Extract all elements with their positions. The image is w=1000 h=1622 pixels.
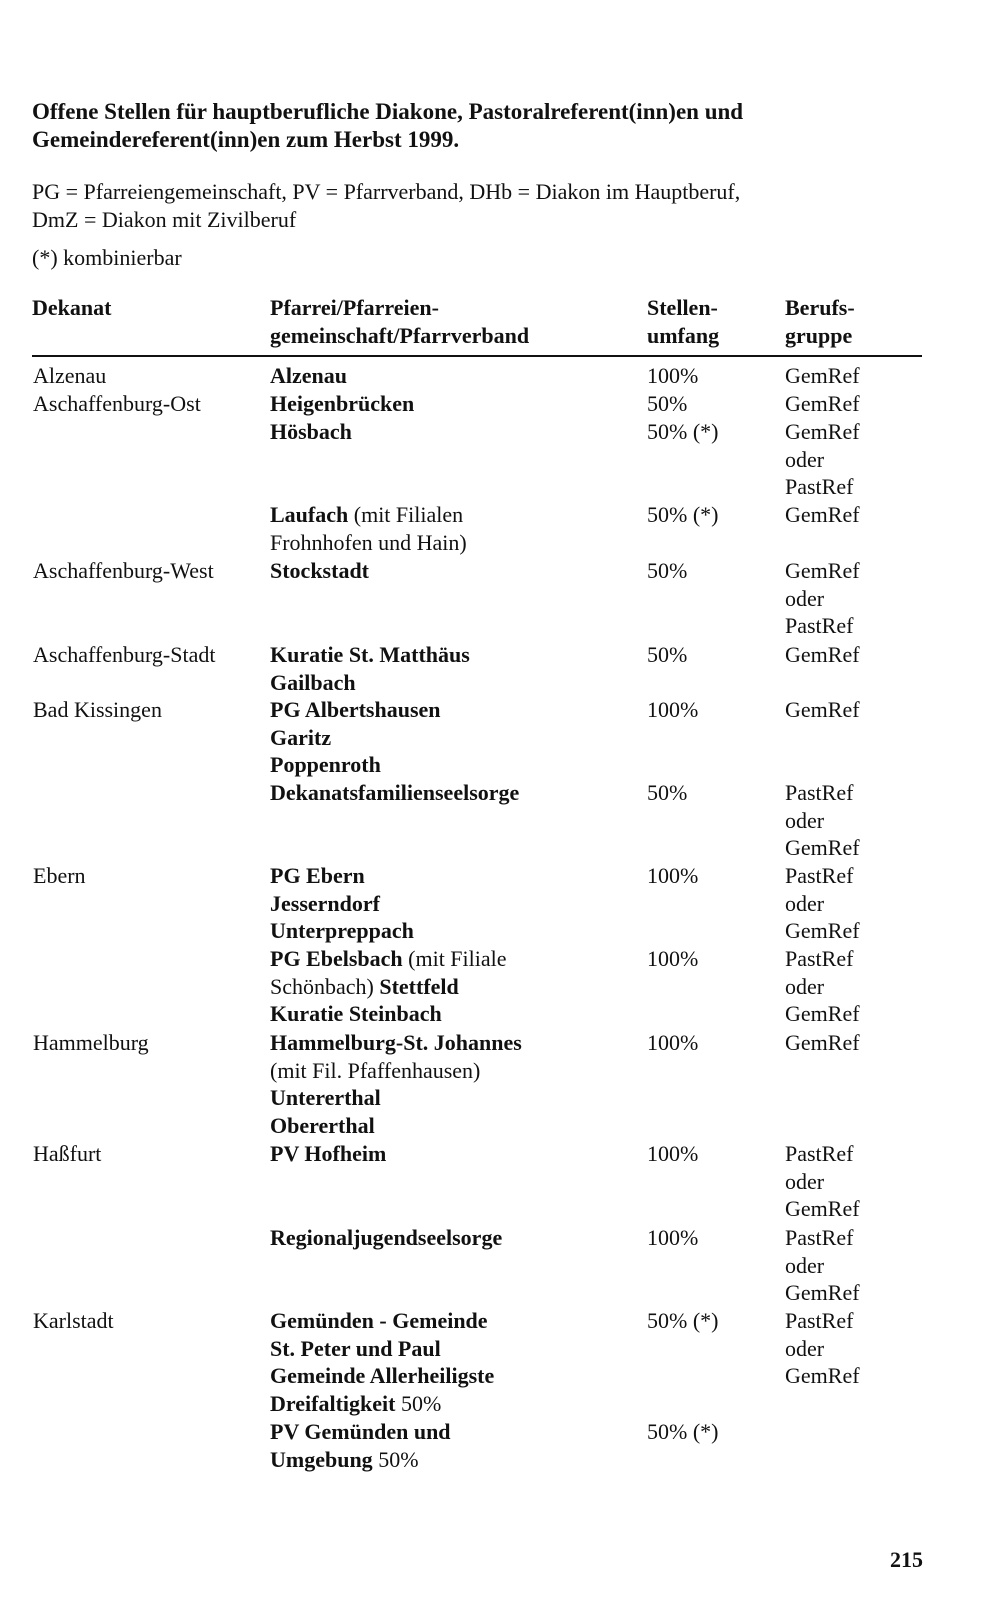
pfarrei-line xyxy=(270,724,630,752)
header-divider xyxy=(32,355,922,357)
berufsgruppe-line: PastRef xyxy=(785,613,854,638)
berufsgruppe-line: GemRef xyxy=(785,918,860,943)
cell-pfarrei xyxy=(270,779,630,807)
berufsgruppe-line: PastRef xyxy=(785,780,854,805)
pfarrei-note: 50% xyxy=(395,1390,442,1416)
pfarrei-line xyxy=(270,641,630,669)
pfarrei-text: PG Ebern xyxy=(270,863,365,888)
pfarrei-line xyxy=(270,1000,630,1028)
berufsgruppe-line: oder xyxy=(785,446,825,472)
pfarrei-text: PG Ebelsbach xyxy=(270,946,403,971)
header-beruf-line-2: gruppe xyxy=(785,323,853,348)
pfarrei-text: Gailbach xyxy=(270,669,356,695)
pfarrei-note: (mit Filiale xyxy=(402,946,507,971)
pfarrei-line xyxy=(270,501,630,529)
pfarrei-line xyxy=(270,890,630,918)
legend-line-1: PG = Pfarreiengemeinschaft, PV = Pfarrverband, DHb = Diakon im Hauptberuf, xyxy=(32,179,741,204)
pfarrei-line xyxy=(270,862,630,890)
berufsgruppe-line: PastRef xyxy=(785,474,854,499)
pfarrei-text: Gemünden - Gemeinde xyxy=(270,1308,488,1333)
header-pfarrei-line-2: gemeinschaft/Pfarrverband xyxy=(270,323,530,348)
cell-berufsgruppe xyxy=(785,641,860,669)
pfarrei-text: PV Hofheim xyxy=(270,1141,387,1166)
pfarrei-line xyxy=(270,696,630,724)
cell-pfarrei xyxy=(270,1029,630,1139)
berufsgruppe-line: oder xyxy=(785,1335,825,1361)
cell-pfarrei xyxy=(270,862,630,945)
berufsgruppe-line: GemRef xyxy=(785,697,860,722)
berufsgruppe-line: oder xyxy=(785,1168,825,1194)
pfarrei-line xyxy=(270,1057,630,1085)
cell-dekanat: Karlstadt xyxy=(33,1308,114,1333)
cell-pfarrei xyxy=(270,1140,630,1168)
berufsgruppe-line: PastRef xyxy=(785,1308,854,1333)
berufsgruppe-line: GemRef xyxy=(785,391,860,416)
berufsgruppe-line: oder xyxy=(785,1252,825,1278)
abbreviation-legend xyxy=(32,178,952,272)
pfarrei-line xyxy=(270,1335,630,1363)
pfarrei-text: Obererthal xyxy=(270,1112,375,1138)
cell-dekanat: Alzenau xyxy=(33,363,107,388)
cell-dekanat: Aschaffenburg-Stadt xyxy=(33,642,216,667)
title-line-1: Offene Stellen für hauptberufliche Diakone, Pastoralreferent(inn)en und xyxy=(32,99,744,124)
pfarrei-text: Stettfeld xyxy=(373,973,459,999)
pfarrei-text: Kuratie Steinbach xyxy=(270,1001,442,1026)
pfarrei-text: Stockstadt xyxy=(270,558,370,583)
berufsgruppe-line: GemRef xyxy=(785,419,860,444)
pfarrei-text: PG Albertshausen xyxy=(270,697,441,722)
header-stellen-line-1: Stellen- xyxy=(647,295,718,320)
pfarrei-line xyxy=(270,1224,630,1252)
pfarrei-text: Umgebung xyxy=(270,1446,373,1472)
cell-pfarrei xyxy=(270,1418,630,1473)
cell-stellenumfang: 50% (*) xyxy=(647,502,719,527)
cell-stellenumfang: 100% xyxy=(647,1225,699,1250)
pfarrei-line xyxy=(270,1362,630,1390)
berufsgruppe-line: PastRef xyxy=(785,1141,854,1166)
cell-stellenumfang: 50% xyxy=(647,558,688,583)
pfarrei-text: Gemeinde Allerheiligste xyxy=(270,1363,495,1388)
cell-berufsgruppe xyxy=(785,1029,860,1057)
pfarrei-line xyxy=(270,917,630,945)
pfarrei-line xyxy=(270,362,630,390)
page-number: 215 xyxy=(890,1547,923,1572)
berufsgruppe-line: GemRef xyxy=(785,558,860,583)
title-line-2: Gemeindereferent(inn)en zum Herbst 1999. xyxy=(32,127,460,152)
pfarrei-line xyxy=(270,1084,630,1112)
cell-pfarrei xyxy=(270,362,630,390)
header-pfarrei-line-1: Pfarrei/Pfarreien- xyxy=(270,295,439,320)
pfarrei-text: Hammelburg-St. Johannes xyxy=(270,1030,522,1055)
cell-pfarrei xyxy=(270,557,630,585)
cell-pfarrei xyxy=(270,945,630,1028)
cell-stellenumfang: 100% xyxy=(647,946,699,971)
pfarrei-text: Regionaljugendseelsorge xyxy=(270,1225,503,1250)
cell-berufsgruppe xyxy=(785,362,860,390)
pfarrei-text: Heigenbrücken xyxy=(270,391,415,416)
pfarrei-line xyxy=(270,529,630,557)
pfarrei-text: (mit Fil. Pfaffenhausen) xyxy=(270,1057,481,1083)
pfarrei-text: Schönbach) xyxy=(270,973,374,999)
berufsgruppe-line: GemRef xyxy=(785,363,860,388)
pfarrei-note: (mit Filialen xyxy=(348,502,464,527)
cell-dekanat: Hammelburg xyxy=(33,1030,149,1055)
cell-pfarrei xyxy=(270,696,630,779)
berufsgruppe-line: GemRef xyxy=(785,1196,860,1221)
cell-stellenumfang: 50% (*) xyxy=(647,419,719,444)
cell-stellenumfang: 100% xyxy=(647,1141,699,1166)
pfarrei-note: 50% xyxy=(372,1446,419,1472)
pfarrei-line xyxy=(270,1029,630,1057)
header-pfarrei xyxy=(270,294,529,350)
pfarrei-line xyxy=(270,1418,630,1446)
berufsgruppe-line: PastRef xyxy=(785,863,854,888)
berufsgruppe-line: GemRef xyxy=(785,1363,860,1388)
cell-stellenumfang: 100% xyxy=(647,363,699,388)
cell-pfarrei xyxy=(270,418,630,446)
cell-dekanat: Ebern xyxy=(33,863,86,888)
berufsgruppe-line: oder xyxy=(785,585,825,611)
cell-berufsgruppe xyxy=(785,557,860,640)
cell-berufsgruppe xyxy=(785,862,860,945)
cell-pfarrei xyxy=(270,501,630,556)
pfarrei-line xyxy=(270,390,630,418)
pfarrei-text: Hösbach xyxy=(270,419,352,444)
pfarrei-text: Laufach xyxy=(270,502,349,527)
berufsgruppe-line: GemRef xyxy=(785,1280,860,1305)
berufsgruppe-line: PastRef xyxy=(785,946,854,971)
berufsgruppe-line: oder xyxy=(785,973,825,999)
cell-berufsgruppe xyxy=(785,501,860,529)
cell-stellenumfang: 100% xyxy=(647,697,699,722)
cell-stellenumfang: 50% (*) xyxy=(647,1308,719,1333)
cell-berufsgruppe xyxy=(785,390,860,418)
berufsgruppe-line: GemRef xyxy=(785,1030,860,1055)
berufsgruppe-line: GemRef xyxy=(785,642,860,667)
pfarrei-line xyxy=(270,418,630,446)
pfarrei-line xyxy=(270,1307,630,1335)
pfarrei-line xyxy=(270,1140,630,1168)
pfarrei-text: Kuratie St. Matthäus xyxy=(270,642,470,667)
berufsgruppe-line: GemRef xyxy=(785,502,860,527)
pfarrei-line xyxy=(270,669,630,697)
cell-stellenumfang: 50% (*) xyxy=(647,1419,719,1444)
cell-berufsgruppe xyxy=(785,779,860,862)
berufsgruppe-line: GemRef xyxy=(785,835,860,860)
cell-stellenumfang: 100% xyxy=(647,863,699,888)
berufsgruppe-line: oder xyxy=(785,807,825,833)
pfarrei-text: Jesserndorf xyxy=(270,890,380,916)
berufsgruppe-line: oder xyxy=(785,890,825,916)
legend-line-2: DmZ = Diakon mit Zivilberuf xyxy=(32,207,297,232)
berufsgruppe-line: GemRef xyxy=(785,1001,860,1026)
header-dekanat xyxy=(32,294,111,322)
cell-dekanat: Aschaffenburg-West xyxy=(33,558,214,583)
cell-dekanat: Bad Kissingen xyxy=(33,697,162,722)
header-dekanat-label: Dekanat xyxy=(32,295,112,320)
cell-stellenumfang: 50% xyxy=(647,780,688,805)
pfarrei-text: St. Peter und Paul xyxy=(270,1335,441,1361)
pfarrei-line xyxy=(270,779,630,807)
cell-dekanat: Aschaffenburg-Ost xyxy=(33,391,201,416)
cell-stellenumfang: 50% xyxy=(647,642,688,667)
pfarrei-line xyxy=(270,945,630,973)
pfarrei-text: Alzenau xyxy=(270,363,347,388)
pfarrei-text: Poppenroth xyxy=(270,752,381,777)
pfarrei-line xyxy=(270,557,630,585)
cell-berufsgruppe xyxy=(785,1224,860,1307)
pfarrei-line xyxy=(270,1112,630,1140)
legend-line-3: (*) kombinierbar xyxy=(32,245,182,270)
pfarrei-line xyxy=(270,973,630,1001)
page-title xyxy=(32,98,932,154)
pfarrei-text: Frohnhofen und Hain) xyxy=(270,529,467,555)
cell-berufsgruppe xyxy=(785,945,860,1028)
header-stellenumfang xyxy=(647,294,719,350)
pfarrei-text: Untererthal xyxy=(270,1085,381,1110)
pfarrei-line xyxy=(270,1390,630,1418)
cell-pfarrei xyxy=(270,1224,630,1252)
header-stellen-line-2: umfang xyxy=(647,323,720,348)
pfarrei-text: Dreifaltigkeit xyxy=(270,1390,396,1416)
pfarrei-line xyxy=(270,751,630,779)
cell-berufsgruppe xyxy=(785,1140,860,1223)
header-berufsgruppe xyxy=(785,294,855,350)
cell-pfarrei xyxy=(270,1307,630,1417)
cell-stellenumfang: 50% xyxy=(647,391,688,416)
pfarrei-text: PV Gemünden und xyxy=(270,1419,451,1444)
cell-pfarrei xyxy=(270,390,630,418)
cell-pfarrei xyxy=(270,641,630,696)
pfarrei-text: Garitz xyxy=(270,724,332,750)
cell-berufsgruppe xyxy=(785,1307,860,1390)
cell-stellenumfang: 100% xyxy=(647,1030,699,1055)
pfarrei-text: Unterpreppach xyxy=(270,918,414,943)
cell-berufsgruppe xyxy=(785,696,860,724)
header-beruf-line-1: Berufs- xyxy=(785,295,855,320)
cell-berufsgruppe xyxy=(785,418,860,501)
cell-dekanat: Haßfurt xyxy=(33,1141,102,1166)
pfarrei-line xyxy=(270,1446,630,1474)
berufsgruppe-line: PastRef xyxy=(785,1225,854,1250)
pfarrei-text: Dekanatsfamilienseelsorge xyxy=(270,780,520,805)
